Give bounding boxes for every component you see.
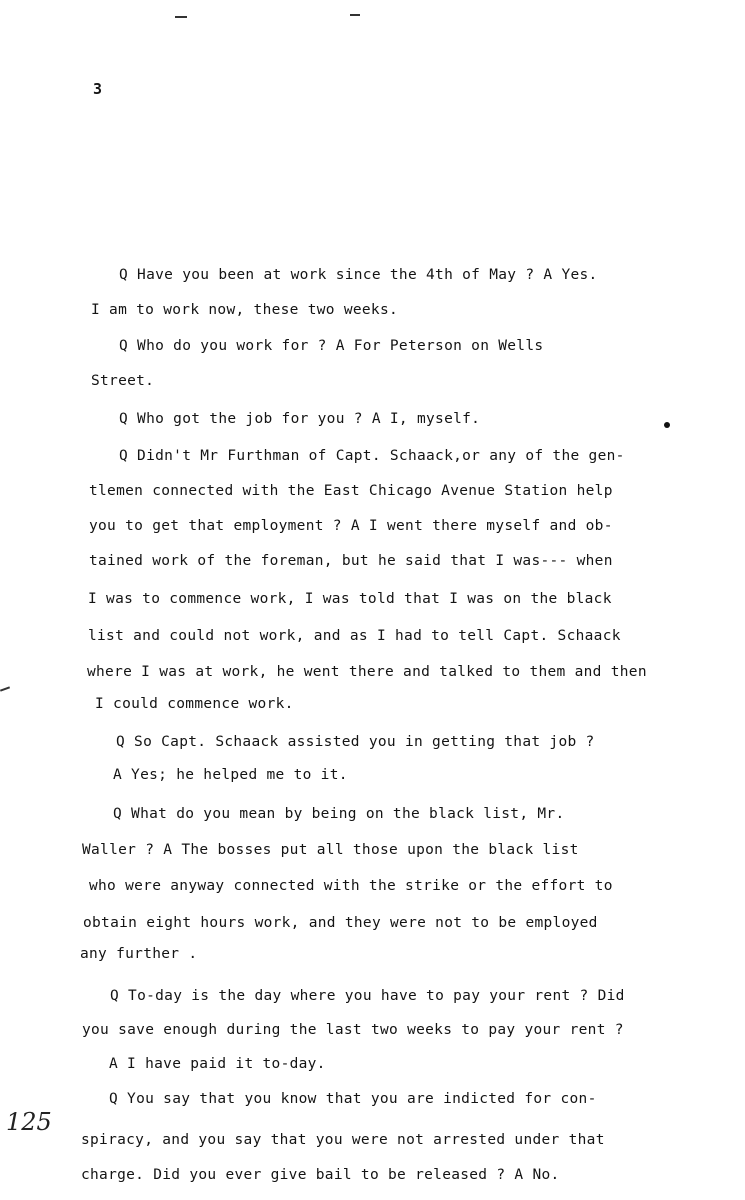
transcript-line: tlemen connected with the East Chicago Avenue Station help	[89, 483, 613, 499]
transcript-line: you to get that employment ? A I went there myself and ob-	[89, 518, 613, 534]
transcript-line: Q Who got the job for you ? A I, myself.	[119, 411, 481, 427]
top-mark-right	[350, 14, 360, 16]
transcript-line: Waller ? A The bosses put all those upon the black list	[82, 842, 579, 858]
transcript-line: spiracy, and you say that you were not arrested under that	[81, 1132, 605, 1148]
handwritten-margin-note: 125	[6, 1108, 52, 1136]
transcript-line: Q You say that you know that you are indicted for con-	[109, 1091, 597, 1107]
top-mark-left	[175, 16, 187, 18]
transcript-line: I am to work now, these two weeks.	[91, 302, 399, 318]
transcript-line: you save enough during the last two weeks to pay your rent ?	[82, 1022, 624, 1038]
page-number: 3	[93, 80, 103, 98]
transcript-line: tained work of the foreman, but he said that I was--- when	[89, 553, 613, 569]
transcript-line: I was to commence work, I was told that I was on the black	[88, 591, 612, 607]
transcript-line: Q Have you been at work since the 4th of May ? A Yes.	[119, 267, 598, 283]
transcript-line: Q Didn't Mr Furthman of Capt. Schaack,or any of the gen-	[119, 448, 625, 464]
transcript-line: Q To-day is the day where you have to pay your rent ? Did	[110, 988, 625, 1004]
transcript-line: Street.	[91, 373, 155, 389]
transcript-line: A I have paid it to-day.	[109, 1056, 326, 1072]
transcript-line: charge. Did you ever give bail to be released ? A No.	[81, 1167, 560, 1183]
transcript-line: Q Who do you work for ? A For Peterson on Wells	[119, 338, 544, 354]
transcript-line: A Yes; he helped me to it.	[113, 767, 348, 783]
ink-speck	[664, 422, 670, 428]
transcript-line: where I was at work, he went there and talked to them and then	[87, 664, 647, 680]
transcript-line: who were anyway connected with the strike or the effort to	[89, 878, 613, 894]
transcript-line: list and could not work, and as I had to tell Capt. Schaack	[88, 628, 621, 644]
transcript-line: Q So Capt. Schaack assisted you in getting that job ?	[116, 734, 595, 750]
left-edge-mark	[0, 686, 10, 691]
transcript-line: I could commence work.	[95, 696, 294, 712]
transcript-line: Q What do you mean by being on the black list, Mr.	[113, 806, 565, 822]
transcript-line: any further .	[80, 946, 198, 962]
transcript-line: obtain eight hours work, and they were not to be employed	[83, 915, 598, 931]
